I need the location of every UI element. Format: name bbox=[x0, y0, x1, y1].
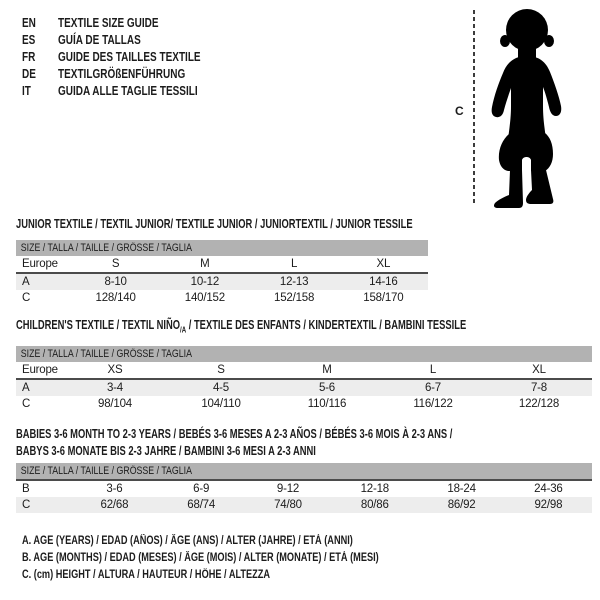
size-cell: M bbox=[200, 258, 210, 270]
value-cell: 12-13 bbox=[279, 276, 309, 288]
note-a: A. AGE (YEARS) / EDAD (AÑOS) / ÂGE (ANS) / ALTER (JAHRE) / ETÀ (ANNI) bbox=[22, 535, 353, 547]
row-label: B bbox=[22, 483, 30, 495]
language-text: TEXTILE SIZE GUIDE bbox=[58, 15, 159, 30]
junior-table-title: JUNIOR TEXTILE / TEXTIL JUNIOR/ TEXTILE JUNIOR / JUNIORTEXTIL / JUNIOR TESSILE bbox=[16, 217, 413, 231]
children-title-sub: /A bbox=[180, 325, 187, 335]
babies-size-table bbox=[16, 463, 592, 513]
language-code: IT bbox=[22, 83, 31, 98]
babies-title-line2: BABYS 3-6 MONATE BIS 2-3 JAHRE / BAMBINI 3-6 MESI A 2-3 ANNI bbox=[16, 443, 316, 458]
size-header-bar bbox=[16, 346, 592, 362]
height-row-c bbox=[16, 497, 592, 513]
value-cell: 3-4 bbox=[106, 382, 124, 394]
language-list bbox=[22, 14, 236, 99]
language-text: GUÍA DE TALLAS bbox=[58, 32, 141, 47]
junior-size-table bbox=[16, 240, 428, 306]
language-text: GUIDE DES TAILLES TEXTILE bbox=[58, 49, 201, 64]
value-cell: 116/122 bbox=[413, 398, 453, 410]
europe-size-row bbox=[16, 362, 592, 378]
size-cell: L bbox=[429, 364, 437, 376]
legend-notes bbox=[22, 535, 468, 586]
note-b: B. AGE (MONTHS) / EDAD (MESES) / ÂGE (MOIS) / ALTER (MONATE) / ETÀ (MESI) bbox=[22, 552, 379, 564]
value-cell: 152/158 bbox=[274, 292, 315, 304]
value-cell: 6-9 bbox=[193, 483, 210, 495]
value-cell: 80/86 bbox=[360, 499, 389, 511]
value-cell: 110/116 bbox=[307, 398, 347, 410]
language-code: DE bbox=[22, 66, 36, 81]
language-row-fr bbox=[22, 48, 236, 65]
note-c: C. (cm) HEIGHT / ALTURA / HAUTEUR / HÖHE / ALTEZZA bbox=[22, 569, 271, 581]
size-header-bar bbox=[16, 240, 428, 256]
size-cell: L bbox=[291, 258, 298, 270]
value-cell: 140/152 bbox=[184, 292, 225, 304]
row-label: C bbox=[22, 398, 31, 410]
language-code: ES bbox=[22, 32, 36, 47]
height-label-c: C bbox=[455, 104, 464, 118]
value-cell: 122/128 bbox=[518, 398, 560, 410]
language-row-it bbox=[22, 82, 236, 99]
size-cell: XL bbox=[376, 258, 391, 270]
value-cell: 14-16 bbox=[369, 276, 398, 288]
value-cell: 158/170 bbox=[363, 292, 404, 304]
size-cell: XS bbox=[107, 364, 123, 376]
children-table-title bbox=[16, 318, 466, 338]
language-code: FR bbox=[22, 49, 36, 64]
babies-title-line1: BABIES 3-6 MONTH TO 2-3 YEARS / BEBÉS 3-6 MESES A 2-3 AÑOS / BÉBÉS 3-6 MOIS À 2-3 ANS / bbox=[16, 427, 453, 441]
row-label: A bbox=[22, 382, 30, 394]
size-cell: XL bbox=[532, 364, 546, 376]
language-row-es bbox=[22, 31, 236, 48]
value-cell: 8-10 bbox=[104, 276, 127, 288]
children-title-main: CHILDREN'S TEXTILE / TEXTIL NIÑO bbox=[16, 318, 181, 332]
value-cell: 10-12 bbox=[190, 276, 220, 288]
value-cell: 104/110 bbox=[201, 398, 241, 410]
babies-table-title bbox=[16, 426, 452, 459]
children-title-rest: / TEXTILE DES ENFANTS / KINDERTEXTIL / BAMBINI TESSILE bbox=[186, 318, 467, 332]
height-row-c bbox=[16, 396, 592, 412]
value-cell: 6-7 bbox=[424, 382, 442, 394]
language-row-de bbox=[22, 65, 236, 82]
height-dashed-line bbox=[473, 10, 475, 206]
size-header-label: SIZE / TALLA / TAILLE / GRÖSSE / TAGLIA bbox=[20, 465, 192, 477]
size-header-bar bbox=[16, 463, 592, 479]
age-row-a bbox=[16, 380, 592, 396]
row-label: A bbox=[22, 276, 30, 288]
age-row-a bbox=[16, 274, 428, 290]
language-text: TEXTILGRÖßENFÜHRUNG bbox=[58, 66, 186, 81]
value-cell: 18-24 bbox=[447, 483, 476, 495]
size-header-label: SIZE / TALLA / TAILLE / GRÖSSE / TAGLIA bbox=[20, 242, 192, 254]
row-label: C bbox=[22, 499, 31, 511]
row-label: Europe bbox=[22, 258, 58, 270]
value-cell: 7-8 bbox=[530, 382, 548, 394]
value-cell: 12-18 bbox=[360, 483, 389, 495]
language-text: GUIDA ALLE TAGLIE TESSILI bbox=[58, 83, 198, 98]
toddler-silhouette bbox=[480, 6, 572, 210]
value-cell: 92/98 bbox=[534, 499, 563, 511]
value-cell: 128/140 bbox=[95, 292, 136, 304]
value-cell: 68/74 bbox=[187, 499, 216, 511]
children-size-table bbox=[16, 346, 592, 412]
value-cell: 5-6 bbox=[318, 382, 336, 394]
row-label: Europe bbox=[22, 364, 58, 376]
row-label: C bbox=[22, 292, 31, 304]
value-cell: 74/80 bbox=[274, 499, 302, 511]
value-cell: 98/104 bbox=[98, 398, 132, 410]
value-cell: 4-5 bbox=[212, 382, 230, 394]
months-row-b bbox=[16, 481, 592, 497]
language-row-en bbox=[22, 14, 236, 31]
language-code: EN bbox=[22, 15, 36, 30]
europe-size-row bbox=[16, 256, 428, 272]
size-cell: S bbox=[217, 364, 225, 376]
value-cell: 62/68 bbox=[100, 499, 129, 511]
value-cell: 3-6 bbox=[106, 483, 123, 495]
height-row-c bbox=[16, 290, 428, 306]
value-cell: 24-36 bbox=[534, 483, 563, 495]
size-cell: M bbox=[322, 364, 332, 376]
value-cell: 9-12 bbox=[276, 483, 300, 495]
value-cell: 86/92 bbox=[447, 499, 476, 511]
size-header-label: SIZE / TALLA / TAILLE / GRÖSSE / TAGLIA bbox=[20, 348, 192, 360]
size-cell: S bbox=[111, 258, 120, 270]
